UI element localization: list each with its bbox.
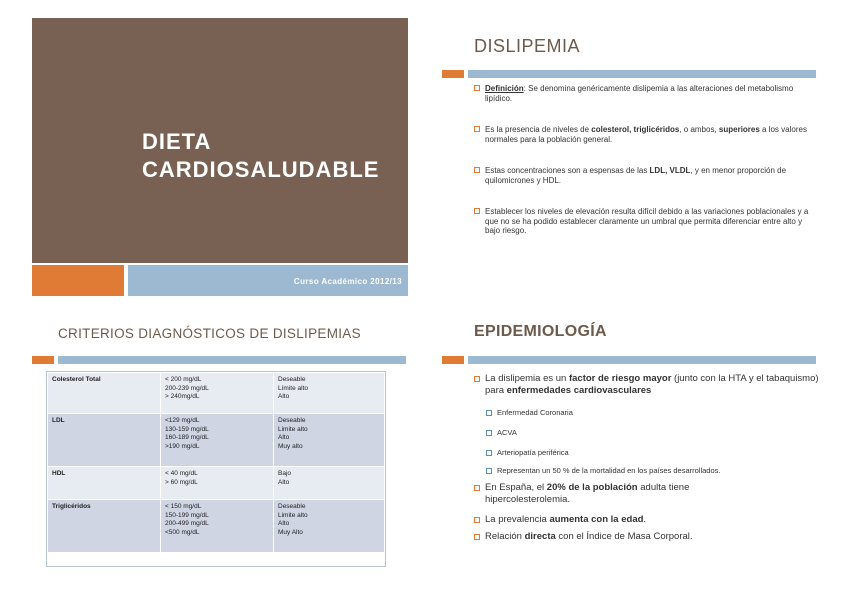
criterios-title: CRITERIOS DIAGNÓSTICOS DE DISLIPEMIAS [58, 326, 361, 341]
list-item: La dislipemia es un factor de riesgo mayor (junto con la HTA y el tabaquismo) para enfermedades cardiovasculares [474, 373, 819, 397]
bullet-icon [474, 517, 480, 523]
title-panel [32, 18, 408, 263]
orange-bar [442, 356, 464, 364]
sub-bullet-icon [486, 430, 492, 436]
orange-bar [442, 70, 464, 78]
criteria-table [47, 372, 385, 553]
blue-bar [468, 356, 816, 364]
list-item: Es la presencia de niveles de colesterol, triglicéridos, o ambos, superiores a los valores normales para la población general. [474, 125, 810, 144]
sub-bullet-icon [486, 450, 492, 456]
bullet-icon [474, 126, 480, 132]
blue-accent-block [128, 265, 408, 296]
blue-bar [58, 356, 406, 364]
bullet-icon [474, 167, 480, 173]
table-row: LDL <129 mg/dL 130-159 mg/dL 160-189 mg/dL >190 mg/dL Deseable Limite alto Alto Muy alto [48, 414, 385, 467]
list-item: Establecer los niveles de elevación resulta difícil debido a las variaciones poblacionales y a que no se ha podido establecer claramente un umbral que permita diferenciar entre alto y bajo riesgo. [474, 207, 810, 236]
bullet-icon [474, 85, 480, 91]
orange-accent-block [32, 265, 124, 296]
bullet-icon [474, 485, 480, 491]
sub-bullet-icon [486, 410, 492, 416]
table-row: Colesterol Total < 200 mg/dL 200-239 mg/dL > 240mg/dL Deseable Límite alto Alto [48, 373, 385, 414]
course-label: Curso Académico 2012/13 [293, 277, 402, 286]
list-item: En España, el 20% de la población adulta tiene hipercolesterolemia. [474, 482, 764, 506]
epidemiologia-title: EPIDEMIOLOGÍA [474, 323, 607, 340]
blue-bar [468, 70, 816, 78]
sub-bullet-icon [486, 468, 492, 474]
bullet-icon [474, 534, 480, 540]
sub-list-item: ACVA [486, 428, 517, 437]
dislipemia-title: DISLIPEMIA [474, 36, 581, 56]
list-item: Estas concentraciones son a espensas de las LDL, VLDL, y en menor proporción de quilomicrones y HDL. [474, 166, 810, 185]
orange-bar [32, 356, 54, 364]
table-row: HDL < 40 mg/dL > 60 mg/dL Bajo Alto [48, 467, 385, 500]
sub-list-item: Enfermedad Coronaria [486, 408, 573, 417]
slide-title: DIETA CARDIOSALUDABLE [142, 129, 380, 182]
sub-list-item: Arteriopatía periférica [486, 448, 569, 457]
list-item: La prevalencia aumenta con la edad. [474, 514, 819, 526]
table-row: Triglicéridos < 150 mg/dL 150-199 mg/dL 200-499 mg/dL <500 mg/dL Deseable Limite alto Alto Muy Alto [48, 500, 385, 553]
list-item: Relación directa con el Índice de Masa Corporal. [474, 531, 819, 543]
title-slide [32, 18, 408, 296]
bullet-icon [474, 208, 480, 214]
sub-list-item: Representan un 50 % de la mortalidad en los países desarrollados. [486, 466, 720, 475]
list-item: Definición: Se denomina genéricamente dislipemia a las alteraciones del metabolismo lipídico. [474, 84, 810, 103]
bullet-icon [474, 376, 480, 382]
